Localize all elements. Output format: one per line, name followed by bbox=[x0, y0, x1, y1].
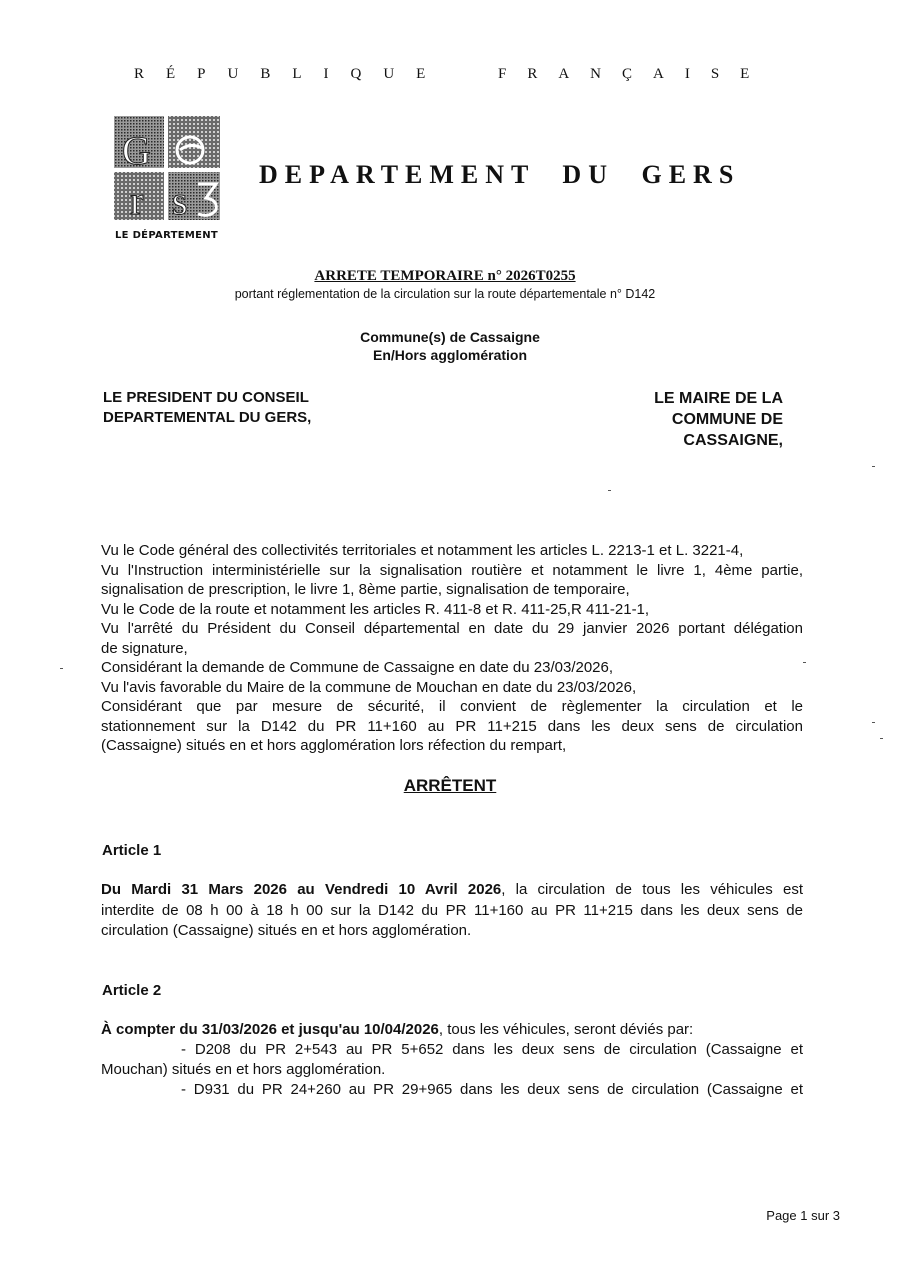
visa-instruction-line-2: signalisation de prescription, le livre 1, 8ème partie, signalisation de temporaire, bbox=[101, 581, 630, 598]
article-1-dates: Du Mardi 31 Mars 2026 au Vendredi 10 Avril 2026 bbox=[101, 881, 502, 898]
maire-line-3: CASSAIGNE, bbox=[683, 432, 783, 449]
deviation-d208-line-2: Mouchan) situés en et hors agglomération. bbox=[101, 1061, 386, 1078]
arrete-subtitle: portant réglementation de la circulation sur la route départementale n° D142 bbox=[234, 287, 656, 301]
scan-speck bbox=[872, 466, 875, 467]
francaise-word: FRANÇAISE bbox=[498, 66, 771, 82]
article-1-line-3: circulation (Cassaigne) situés en et hors agglomération. bbox=[101, 922, 472, 939]
scan-speck bbox=[608, 490, 611, 491]
department-title: DEPARTEMENT DU GERS bbox=[259, 160, 741, 189]
president-line-1: LE PRESIDENT DU CONSEIL bbox=[103, 389, 309, 406]
visa-avis-maire: Vu l'avis favorable du Maire de la commune de Mouchan en date du 23/03/2026, bbox=[101, 678, 637, 696]
visa-instruction-line-1: Vu l'Instruction interministérielle sur la signalisation routière et notamment le livre 1, 4ème partie, bbox=[101, 561, 803, 579]
maire-line-2: COMMUNE DE bbox=[671, 411, 783, 428]
president-line-2: DEPARTEMENTAL DU GERS, bbox=[103, 409, 312, 426]
scan-speck bbox=[872, 722, 875, 723]
article-1-line-1-rest: , la circulation de tous les véhicules est bbox=[501, 881, 803, 898]
deviation-d208-line-1: - D208 du PR 2+543 au PR 5+652 dans les deux sens de circulation (Cassaigne et bbox=[181, 1041, 803, 1058]
article-2-heading: Article 2 bbox=[102, 982, 162, 999]
visa-arrete-delegation-line-2: de signature, bbox=[101, 639, 188, 657]
considerant-demande: Considérant la demande de Commune de Cassaigne en date du 23/03/2026, bbox=[101, 659, 614, 676]
svg-text:G: G bbox=[122, 128, 151, 173]
commune-block bbox=[0, 328, 900, 364]
article-1-line-1 bbox=[101, 880, 803, 901]
agglomeration-status: En/Hors agglomération bbox=[372, 347, 528, 363]
deviation-d931-line-1: - D931 du PR 24+260 au PR 29+965 dans les deux sens de circulation (Cassaigne et bbox=[181, 1081, 803, 1098]
president-authority bbox=[103, 388, 311, 428]
maire-line-1: LE MAIRE DE LA bbox=[654, 390, 783, 407]
logo-caption: LE DÉPARTEMENT bbox=[115, 230, 219, 241]
article-2-dates: À compter du 31/03/2026 et jusqu'au 10/04/2026 bbox=[101, 1021, 439, 1038]
article-2-body bbox=[101, 1020, 803, 1100]
scan-speck bbox=[60, 668, 63, 669]
commune-name: Commune(s) de Cassaigne bbox=[360, 329, 540, 345]
article-2-line-1 bbox=[101, 1020, 803, 1040]
republique-francaise-header bbox=[134, 66, 771, 83]
article-1-body bbox=[101, 880, 803, 942]
page-number: Page 1 sur 3 bbox=[766, 1208, 840, 1223]
considerant-securite-line-3: (Cassaigne) situés en et hors agglomération lors réfection du rempart, bbox=[101, 737, 567, 754]
scan-speck bbox=[880, 738, 883, 739]
article-2-line-1-rest: , tous les véhicules, seront déviés par: bbox=[438, 1021, 694, 1038]
gers-logo-graphic bbox=[112, 114, 224, 242]
article-1-heading: Article 1 bbox=[102, 842, 162, 859]
visa-code-route: Vu le Code de la route et notamment les articles R. 411-8 et R. 411-25,R 411-21-1, bbox=[101, 600, 650, 618]
svg-text:s: s bbox=[172, 178, 188, 223]
maire-authority bbox=[654, 388, 783, 451]
visa-code-collectivites: Vu le Code général des collectivités territoriales et notamment les articles L. 2213-1 et L. 3221-4, bbox=[101, 542, 744, 559]
visas-block bbox=[101, 541, 803, 756]
arrete-number-title: ARRETE TEMPORAIRE n° 2026T0255 bbox=[314, 268, 576, 284]
visa-arrete-delegation-line-1: Vu l'arrêté du Président du Conseil départemental en date du 29 janvier 2026 portant délégation bbox=[101, 620, 803, 637]
arretent-heading: ARRÊTENT bbox=[403, 776, 497, 795]
republique-word: RÉPUBLIQUE bbox=[134, 66, 448, 82]
considerant-securite-line-2: stationnement sur la D142 du PR 11+160 au PR 11+215 dans les deux sens de circulation bbox=[101, 717, 803, 735]
svg-text:r: r bbox=[130, 178, 144, 223]
gers-department-logo bbox=[112, 114, 224, 242]
arrete-title-block bbox=[0, 268, 900, 301]
scan-speck bbox=[803, 662, 806, 663]
considerant-securite-line-1: Considérant que par mesure de sécurité, il convient de règlementer la circulation et le bbox=[101, 698, 803, 715]
article-1-line-2: interdite de 08 h 00 à 18 h 00 sur la D142 du PR 11+160 au PR 11+215 dans les deux sens de bbox=[101, 901, 803, 919]
